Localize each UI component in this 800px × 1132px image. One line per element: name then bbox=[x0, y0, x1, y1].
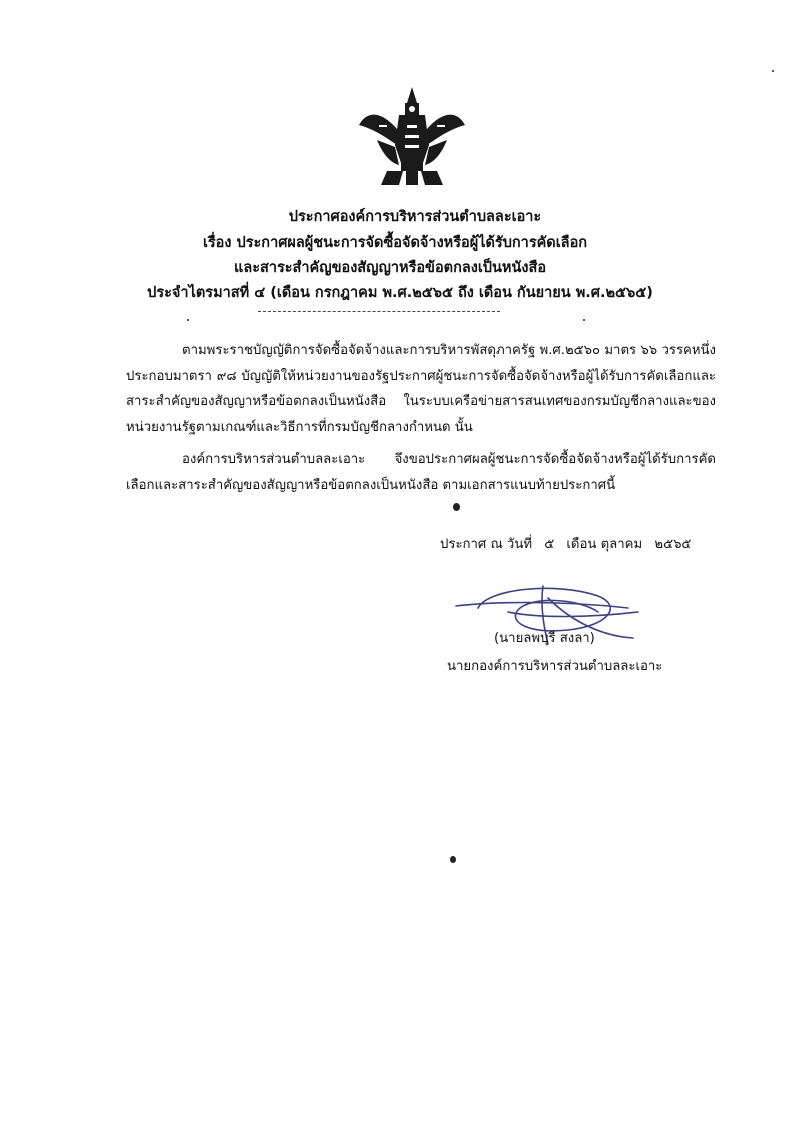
header-subject: เรื่อง ประกาศผลผู้ชนะการจัดซื้อจัดจ้างหรือผู้ได้รับการคัดเลือก bbox=[202, 235, 588, 251]
body-paragraph-1 bbox=[126, 338, 716, 440]
header-divider bbox=[258, 311, 500, 312]
signer-title: นายกองค์การบริหารส่วนตำบลละเอาะ bbox=[447, 659, 663, 674]
header-line-1: ประกาศองค์การบริหารส่วนตำบลละเอาะ bbox=[288, 209, 542, 225]
body-paragraph-2 bbox=[126, 447, 716, 498]
header-quarter: ประจำไตรมาสที่ ๔ (เดือน กรกฎาคม พ.ศ.๒๕๖๕ ถึง เดือน กันยายน พ.ศ.๒๕๖๕) bbox=[147, 285, 653, 301]
signer-name: (นายลพบุรี สงลา) bbox=[494, 631, 595, 646]
scan-speck bbox=[453, 503, 460, 511]
header-line-3: และสาระสำคัญของสัญญาหรือข้อตกลงเป็นหนังสือ bbox=[233, 260, 547, 276]
dateline-month: เดือน ตุลาคม bbox=[566, 537, 643, 552]
dateline-day: ๕ bbox=[544, 537, 555, 552]
scan-speck bbox=[772, 70, 774, 72]
scan-speck bbox=[187, 319, 189, 321]
scan-speck bbox=[450, 856, 456, 863]
garuda-emblem-icon bbox=[357, 85, 467, 190]
scan-speck bbox=[583, 319, 585, 321]
paragraph-1-text: ตามพระราชบัญญัติการจัดซื้อจัดจ้างและการบริหารพัสดุภาครัฐ พ.ศ.๒๕๖๐ มาตร ๖๖ วรรคหนึ่ง ประกอบมาตรา ๙๘ บัญญัติให้หน่วยงานของรัฐประกาศผู้ชนะการจัดซื้อจัดจ้างหรือผู้ได้รับการคัดเลือกและสาระสำคัญของสัญญาหรือข้อตกลงเป็นหนังสือ ในระบบเครือข่ายสารสนเทศของกรมบัญชีกลางและของหน่วยงานรัฐตามเกณฑ์และวิธีการที่กรมบัญชีกลางกำหนด นั้น bbox=[126, 343, 716, 435]
dateline-year: ๒๕๖๕ bbox=[654, 537, 692, 552]
dateline bbox=[440, 533, 699, 554]
paragraph-2-text: องค์การบริหารส่วนตำบลละเอาะ จึงขอประกาศผลผู้ชนะการจัดซื้อจัดจ้างหรือผู้ได้รับการคัดเลือกและสาระสำคัญของสัญญาหรือข้อตกลงเป็นหนังสือ ตามเอกสารแนบท้ายประกาศนี้ bbox=[126, 452, 716, 493]
dateline-prefix: ประกาศ ณ วันที่ bbox=[440, 537, 533, 552]
